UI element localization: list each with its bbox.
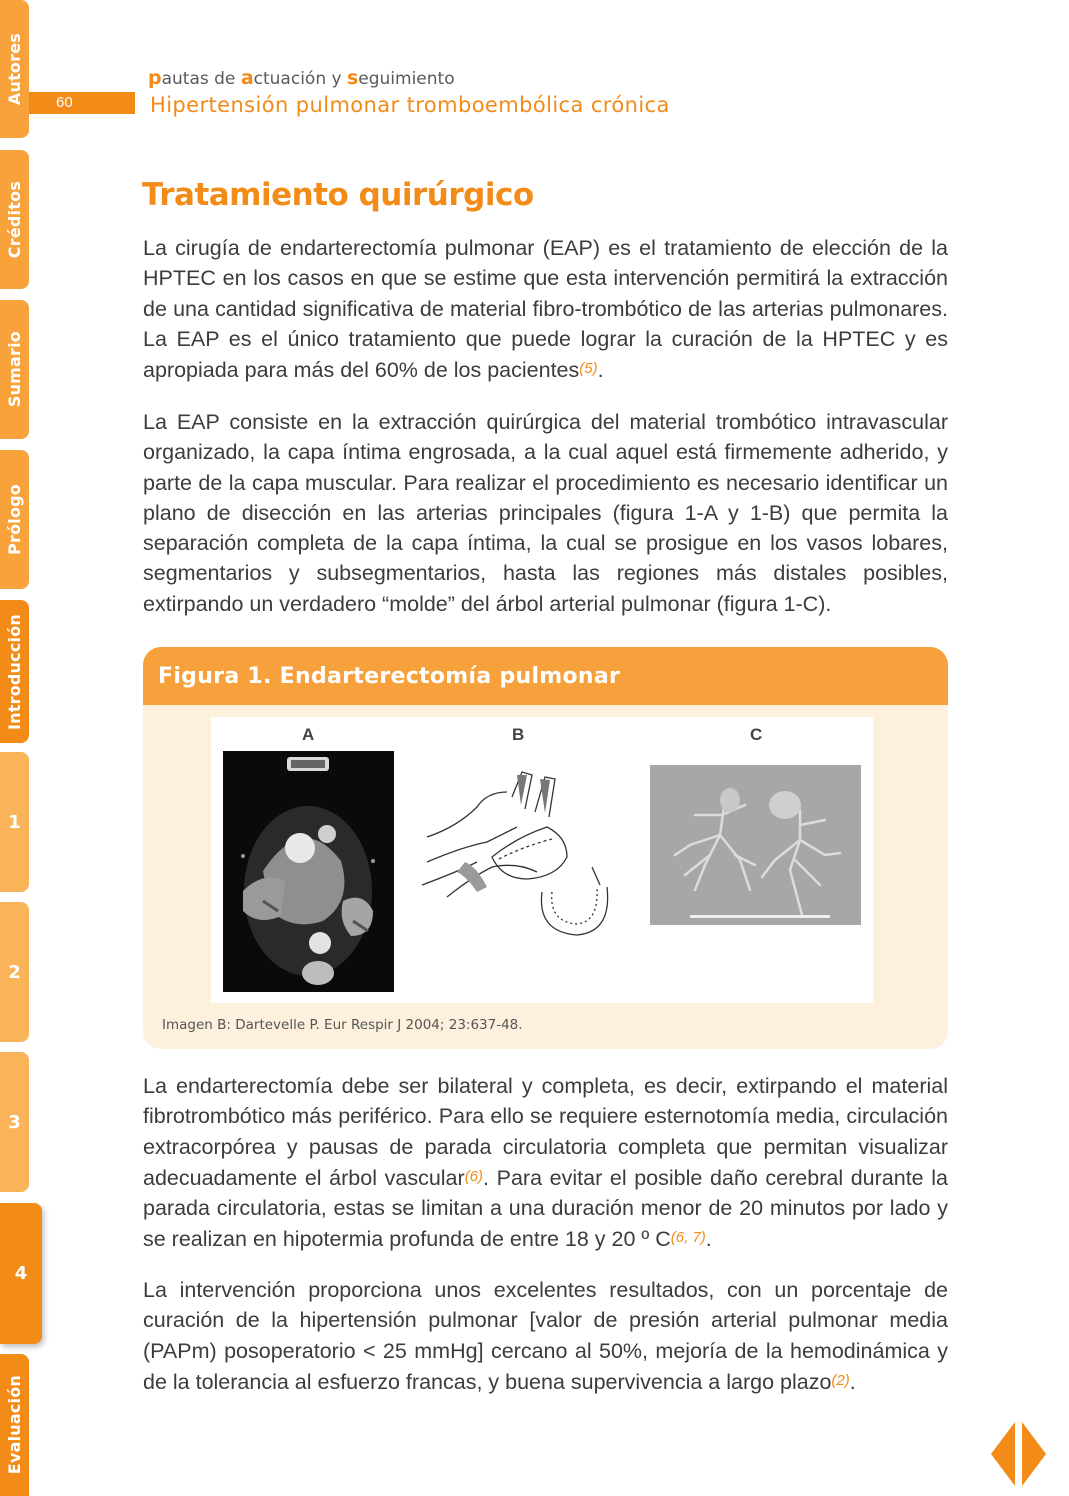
tab-label: 2: [8, 961, 21, 983]
paragraph-text: La cirugía de endarterectomía pulmonar (EAP) es el tratamiento de elección de la HPTEC en los casos en que se estime que esta intervención permitirá la extracción de una cantidad significativa de material fibro-trombótico de las arterias pulmonares. La EAP es el único tratamiento que puede lograr la curación de la HPTEC y es apropiada para más del 60% de los pacientes: [143, 236, 948, 383]
ct-scan-image: [223, 751, 394, 992]
tab-label: Introducción: [5, 613, 24, 730]
paragraph-2: La EAP consiste en la extracción quirúrgica del material trombótico intravascular organizado, la capa íntima engrosada, a la cual aquel está firmemente adherido, y parte de la capa muscular. Para realizar el procedimiento es necesario identificar un plano de disección en las arterias principales (figura 1-A y 1-B) que permita la separación completa de la capa íntima, la cual se prosigue en los vasos lobares, segmentarios y subsegmentarios, hasta las regiones más distales posibles, extirpando un verdadero “molde” del árbol arterial pulmonar (figura 1-C).: [143, 410, 948, 616]
panel-label-a: A: [302, 725, 315, 744]
paragraph-text: .: [849, 1369, 856, 1394]
paragraph-4: [143, 1275, 948, 1397]
paragraph-text: .: [705, 1227, 712, 1252]
tab-label: 3: [8, 1111, 21, 1133]
tab-label: Evaluación: [5, 1375, 24, 1475]
tab-introduccion[interactable]: [0, 600, 29, 743]
figure-image: [211, 717, 873, 1003]
citation-link[interactable]: (2): [831, 1371, 850, 1389]
paragraph-text: .: [597, 358, 604, 383]
panel-label-c: C: [750, 725, 763, 744]
tab-chapter-2[interactable]: [0, 902, 29, 1042]
surgery-diagram: [417, 767, 617, 937]
page-number-bar: [29, 92, 135, 114]
tab-label: 4: [14, 1263, 28, 1284]
paragraph-text: La intervención proporciona unos excelentes resultados, con un porcentaje de curación de la hipertensión pulmonar [valor de presión arterial pulmonar media (PAPm) posoperatorio < 25 mmHg] cercano al 50%, mejoría de la hemodinámica y de la tolerancia al esfuerzo francas, y buena supervivencia a largo plazo: [143, 1278, 948, 1394]
figure-box: [143, 647, 948, 1049]
tab-chapter-1[interactable]: [0, 752, 29, 892]
figure-caption: Imagen B: Dartevelle P. Eur Respir J 2004; 23:637-48.: [162, 1017, 523, 1033]
series-word: eguimiento: [358, 69, 455, 89]
section-title: Tratamiento quirúrgico: [142, 177, 534, 213]
citation-link[interactable]: (5): [579, 360, 598, 378]
series-initial: p: [148, 67, 162, 89]
tab-sumario[interactable]: [0, 300, 29, 439]
series-word: autas de: [161, 69, 241, 89]
tab-chapter-3[interactable]: [0, 1052, 29, 1192]
paragraph-text: . Para evitar el posible daño cerebral durante la parada circulatoria, estas se limitan a una duración menor de 20 minutos por lado y se realizan en hipotermia profunda de entre 18 y 20 º C: [143, 1165, 948, 1252]
series-word: ctuación y: [253, 69, 347, 89]
paragraph-3: [143, 1071, 948, 1255]
series-title: [148, 67, 455, 89]
tab-label: Autores: [5, 32, 24, 106]
paragraph-1: [143, 233, 948, 385]
tab-label: 1: [8, 811, 21, 833]
tab-autores[interactable]: [0, 0, 29, 138]
tab-evaluacion[interactable]: [0, 1354, 29, 1496]
tab-label: Prólogo: [5, 484, 24, 555]
tab-label: Sumario: [5, 331, 24, 408]
tab-prologo[interactable]: [0, 450, 29, 589]
chevron-left-icon[interactable]: [991, 1422, 1017, 1486]
page-number: 60: [56, 94, 73, 111]
tab-creditos[interactable]: [0, 150, 29, 289]
chevron-right-icon[interactable]: [1020, 1422, 1046, 1486]
tab-label: Créditos: [5, 180, 24, 259]
arterial-cast-photo: [650, 765, 861, 925]
citation-link[interactable]: (6): [464, 1167, 484, 1185]
paragraph-text: La endarterectomía debe ser bilateral y completa, es decir, extirpando el material fibrotrombótico más periférico. Para ello se requiere esternotomía media, circulación extracorpórea y pausas de parada circulatoria completa que permitan visualizar adecuadamente el árbol vascular: [143, 1074, 948, 1190]
tab-chapter-4[interactable]: [0, 1203, 42, 1344]
panel-label-b: B: [512, 725, 525, 744]
chapter-subtitle: Hipertensión pulmonar tromboembólica crónica: [150, 93, 670, 117]
series-initial: a: [240, 67, 254, 89]
series-initial: s: [346, 67, 359, 89]
figure-title: Figura 1. Endarterectomía pulmonar: [143, 647, 948, 705]
citation-link[interactable]: (6, 7): [670, 1229, 706, 1247]
